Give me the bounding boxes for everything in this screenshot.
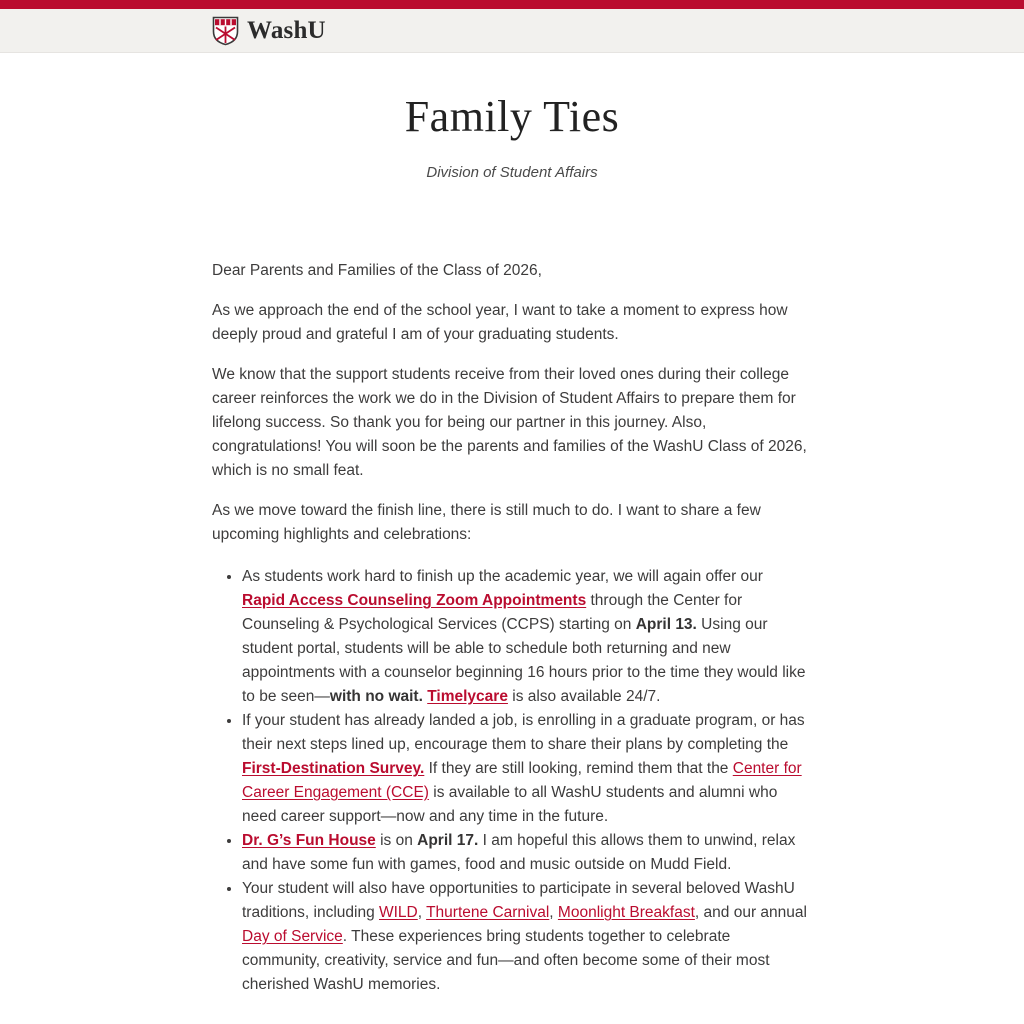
inline-link[interactable]: First-Destination Survey. (242, 760, 425, 777)
list-item (242, 565, 808, 709)
text-segment: , (549, 904, 558, 921)
text-segment: As students work hard to finish up the academic year, we will again offer our (242, 568, 763, 585)
list-item (242, 709, 808, 829)
text-segment: is on (375, 832, 418, 849)
top-accent-bar (0, 0, 1024, 9)
site-header (0, 9, 1024, 53)
text-segment: is also available 24/7. (507, 688, 661, 705)
salutation: Dear Parents and Families of the Class of 2026, (212, 262, 542, 279)
text-segment: Using our student portal, students will be able to schedule both returning and new appointments with a counselor beginning 16 hours prior to the time they would like to be seen— (242, 616, 806, 705)
inline-link[interactable]: Timelycare (427, 688, 508, 705)
bold-text: April 17. (417, 832, 479, 849)
bold-text: with no wait. (329, 688, 428, 705)
text-segment: , (417, 904, 427, 921)
inline-link[interactable]: Moonlight Breakfast (557, 904, 695, 921)
paragraph: As we approach the end of the school year, I want to take a moment to express how deeply proud and grateful I am of your graduating students. (212, 302, 788, 343)
bold-text: April 13. (635, 616, 697, 633)
inline-link[interactable]: Rapid Access Counseling Zoom Appointments (242, 592, 587, 609)
page-subtitle: Division of Student Affairs (426, 164, 598, 181)
washu-shield-icon (212, 16, 239, 46)
list-item (242, 829, 808, 877)
inline-link[interactable]: Dr. G’s Fun House (242, 832, 376, 849)
paragraph: We know that the support students receive from their loved ones during their college career reinforces the work we do in the Division of Student Affairs to prepare them for lifelong success. So thank you for being our partner in this journey. Also, congratulations! You will soon be the parents and families of the WashU Class of 2026, which is no small feat. (212, 366, 807, 479)
inline-link[interactable]: Center for Career Engagement (CCE) (242, 760, 802, 801)
text-segment: If your student has already landed a job, is enrolling in a graduate program, or has their next steps lined up, encourage them to share their plans by completing the (242, 712, 805, 753)
letter-body (212, 259, 808, 997)
page-title: Family Ties (404, 92, 620, 141)
text-segment: If they are still looking, remind them that the (424, 760, 733, 777)
washu-logo[interactable] (212, 16, 326, 46)
inline-link[interactable]: WILD (379, 904, 418, 921)
text-segment: . These experiences bring students together to celebrate community, creativity, service and fun—and often become some of their most cherished WashU memories. (242, 928, 770, 993)
text-segment: I am hopeful this allows them to unwind, relax and have some fun with games, food and music outside on Mudd Field. (242, 832, 796, 873)
paragraph: As we move toward the finish line, there is still much to do. I want to share a few upcoming highlights and celebrations: (212, 502, 761, 543)
text-segment: Your student will also have opportunities to participate in several beloved WashU traditions, including (242, 880, 795, 921)
list-item (242, 877, 808, 997)
washu-logo-wordmark: WashU (247, 16, 326, 44)
inline-link[interactable]: Thurtene Carnival (426, 904, 550, 921)
text-segment: , and our annual (694, 904, 807, 921)
masthead (0, 91, 1024, 181)
inline-link[interactable]: Day of Service (242, 928, 343, 945)
text-segment: through the Center for Counseling & Psychological Services (CCPS) starting on (242, 592, 743, 633)
highlights-list (242, 565, 808, 997)
text-segment: is available to all WashU students and alumni who need career support—now and any time in the future. (242, 784, 778, 825)
